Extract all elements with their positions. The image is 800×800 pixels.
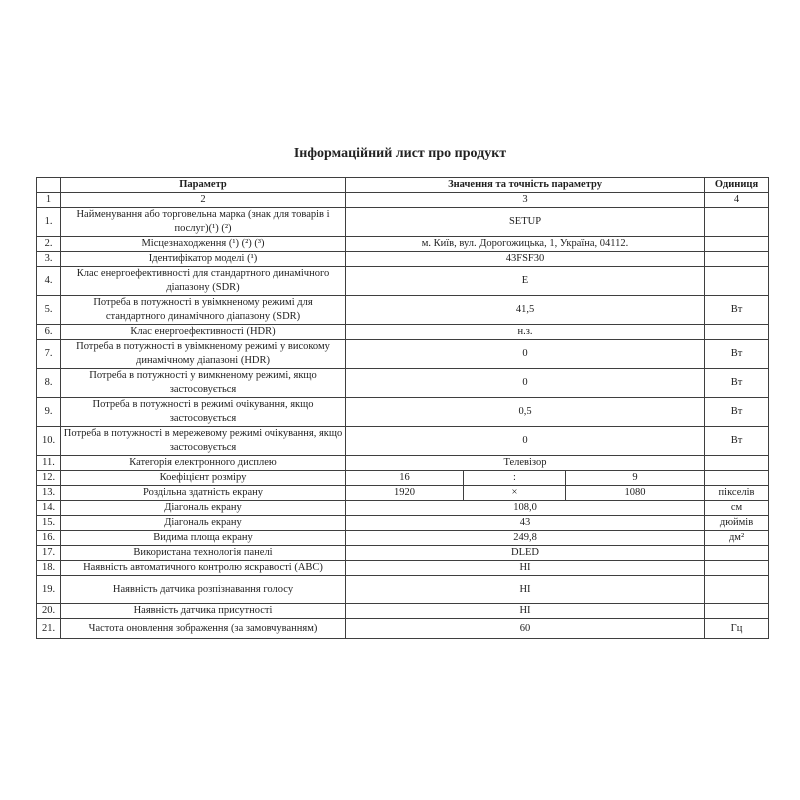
parameter-cell: Коефіцієнт розміру: [61, 471, 346, 486]
parameter-cell: Місцезнаходження (¹) (²) (³): [61, 237, 346, 252]
parameter-cell: Діагональ екрану: [61, 516, 346, 531]
parameter-cell: Потреба в потужності у вимкненому режимі, якщо застосовується: [61, 369, 346, 398]
table-row: [37, 486, 769, 501]
unit-cell: дм²: [705, 531, 769, 546]
value-part-cell: :: [464, 471, 566, 486]
row-number-cell: 20.: [37, 604, 61, 619]
unit-cell: Гц: [705, 619, 769, 639]
table-row: [37, 561, 769, 576]
row-number-cell: 18.: [37, 561, 61, 576]
parameter-cell: Наявність автоматичного контролю яскравості (ABC): [61, 561, 346, 576]
unit-cell: [705, 456, 769, 471]
row-number-cell: 1.: [37, 208, 61, 237]
parameter-cell: Клас енергоефективності (HDR): [61, 325, 346, 340]
header-value-cell: Значення та точність параметру: [346, 178, 705, 193]
parameter-cell: Роздільна здатність екрану: [61, 486, 346, 501]
header-unit-cell: Одиниця: [705, 178, 769, 193]
unit-cell: см: [705, 501, 769, 516]
row-number-cell: 15.: [37, 516, 61, 531]
row-number-cell: 4.: [37, 267, 61, 296]
unit-cell: Вт: [705, 398, 769, 427]
value-cell: НІ: [346, 604, 705, 619]
table-row: [37, 369, 769, 398]
row-number-cell: 6.: [37, 325, 61, 340]
row-number-cell: 9.: [37, 398, 61, 427]
column-number-cell: 4: [705, 193, 769, 208]
row-number-cell: 11.: [37, 456, 61, 471]
value-cell: н.з.: [346, 325, 705, 340]
row-number-cell: 16.: [37, 531, 61, 546]
header-num-cell: [37, 178, 61, 193]
table-row: [37, 604, 769, 619]
unit-cell: [705, 576, 769, 604]
unit-cell: [705, 252, 769, 267]
parameter-cell: Використана технологія панелі: [61, 546, 346, 561]
unit-cell: [705, 325, 769, 340]
table-row: [37, 516, 769, 531]
table-row: [37, 531, 769, 546]
table-row: [37, 398, 769, 427]
row-number-cell: 21.: [37, 619, 61, 639]
table-row: [37, 619, 769, 639]
column-number-cell: 3: [346, 193, 705, 208]
table-row: [37, 456, 769, 471]
parameter-cell: Клас енергоефективності для стандартного динамічного діапазону (SDR): [61, 267, 346, 296]
row-number-cell: 13.: [37, 486, 61, 501]
column-number-row: [37, 193, 769, 208]
value-cell: 249,8: [346, 531, 705, 546]
value-part-cell: 16: [346, 471, 464, 486]
unit-cell: [705, 208, 769, 237]
parameter-cell: Потреба в потужності в увімкненому режимі у високому динамічному діапазоні (HDR): [61, 340, 346, 369]
table-row: [37, 501, 769, 516]
unit-cell: [705, 546, 769, 561]
unit-cell: Вт: [705, 296, 769, 325]
row-number-cell: 12.: [37, 471, 61, 486]
header-parameter-cell: Параметр: [61, 178, 346, 193]
unit-cell: [705, 604, 769, 619]
row-number-cell: 3.: [37, 252, 61, 267]
table-row: [37, 471, 769, 486]
row-number-cell: 2.: [37, 237, 61, 252]
value-cell: 108,0: [346, 501, 705, 516]
table-row: [37, 325, 769, 340]
unit-cell: пікселів: [705, 486, 769, 501]
row-number-cell: 7.: [37, 340, 61, 369]
parameter-cell: Найменування або торговельна марка (знак для товарів і послуг)(¹) (²): [61, 208, 346, 237]
value-cell: E: [346, 267, 705, 296]
unit-cell: [705, 267, 769, 296]
unit-cell: Вт: [705, 427, 769, 456]
parameter-cell: Категорія електронного дисплею: [61, 456, 346, 471]
value-cell: 60: [346, 619, 705, 639]
value-cell: НІ: [346, 561, 705, 576]
page-title: Інформаційний лист про продукт: [293, 146, 507, 161]
value-cell: Телевізор: [346, 456, 705, 471]
table-row: [37, 296, 769, 325]
parameter-cell: Видима площа екрану: [61, 531, 346, 546]
unit-cell: Вт: [705, 340, 769, 369]
table-row: [37, 427, 769, 456]
table-header-row: [37, 178, 769, 193]
table-row: [37, 340, 769, 369]
unit-cell: [705, 471, 769, 486]
value-cell: НІ: [346, 576, 705, 604]
parameter-cell: Потреба в потужності в увімкненому режимі для стандартного динамічного діапазону (SDR): [61, 296, 346, 325]
parameter-cell: Частота оновлення зображення (за замовчуванням): [61, 619, 346, 639]
value-cell: 43FSF30: [346, 252, 705, 267]
unit-cell: [705, 561, 769, 576]
unit-cell: [705, 237, 769, 252]
unit-cell: дюймів: [705, 516, 769, 531]
parameter-cell: Діагональ екрану: [61, 501, 346, 516]
table-row: [37, 576, 769, 604]
column-number-cell: 1: [37, 193, 61, 208]
parameter-cell: Потреба в потужності в режимі очікування, якщо застосовується: [61, 398, 346, 427]
table-row: [37, 237, 769, 252]
row-number-cell: 5.: [37, 296, 61, 325]
row-number-cell: 10.: [37, 427, 61, 456]
value-cell: 43: [346, 516, 705, 531]
table-row: [37, 252, 769, 267]
parameter-cell: Наявність датчика розпізнавання голосу: [61, 576, 346, 604]
value-cell: м. Київ, вул. Дорогожицька, 1, Україна, 04112.: [346, 237, 705, 252]
value-cell: 41,5: [346, 296, 705, 325]
row-number-cell: 19.: [37, 576, 61, 604]
row-number-cell: 17.: [37, 546, 61, 561]
value-cell: 0: [346, 427, 705, 456]
column-number-cell: 2: [61, 193, 346, 208]
value-part-cell: 1080: [566, 486, 705, 501]
value-cell: 0: [346, 340, 705, 369]
table-row: [37, 546, 769, 561]
table-row: [37, 267, 769, 296]
value-part-cell: ×: [464, 486, 566, 501]
table-row: [37, 208, 769, 237]
row-number-cell: 14.: [37, 501, 61, 516]
parameter-cell: Ідентифікатор моделі (¹): [61, 252, 346, 267]
row-number-cell: 8.: [37, 369, 61, 398]
value-cell: SETUP: [346, 208, 705, 237]
parameter-cell: Наявність датчика присутності: [61, 604, 346, 619]
product-info-table: [36, 177, 769, 639]
value-part-cell: 1920: [346, 486, 464, 501]
unit-cell: Вт: [705, 369, 769, 398]
value-cell: DLED: [346, 546, 705, 561]
value-cell: 0,5: [346, 398, 705, 427]
value-cell: 0: [346, 369, 705, 398]
parameter-cell: Потреба в потужності в мережевому режимі очікування, якщо застосовується: [61, 427, 346, 456]
value-part-cell: 9: [566, 471, 705, 486]
